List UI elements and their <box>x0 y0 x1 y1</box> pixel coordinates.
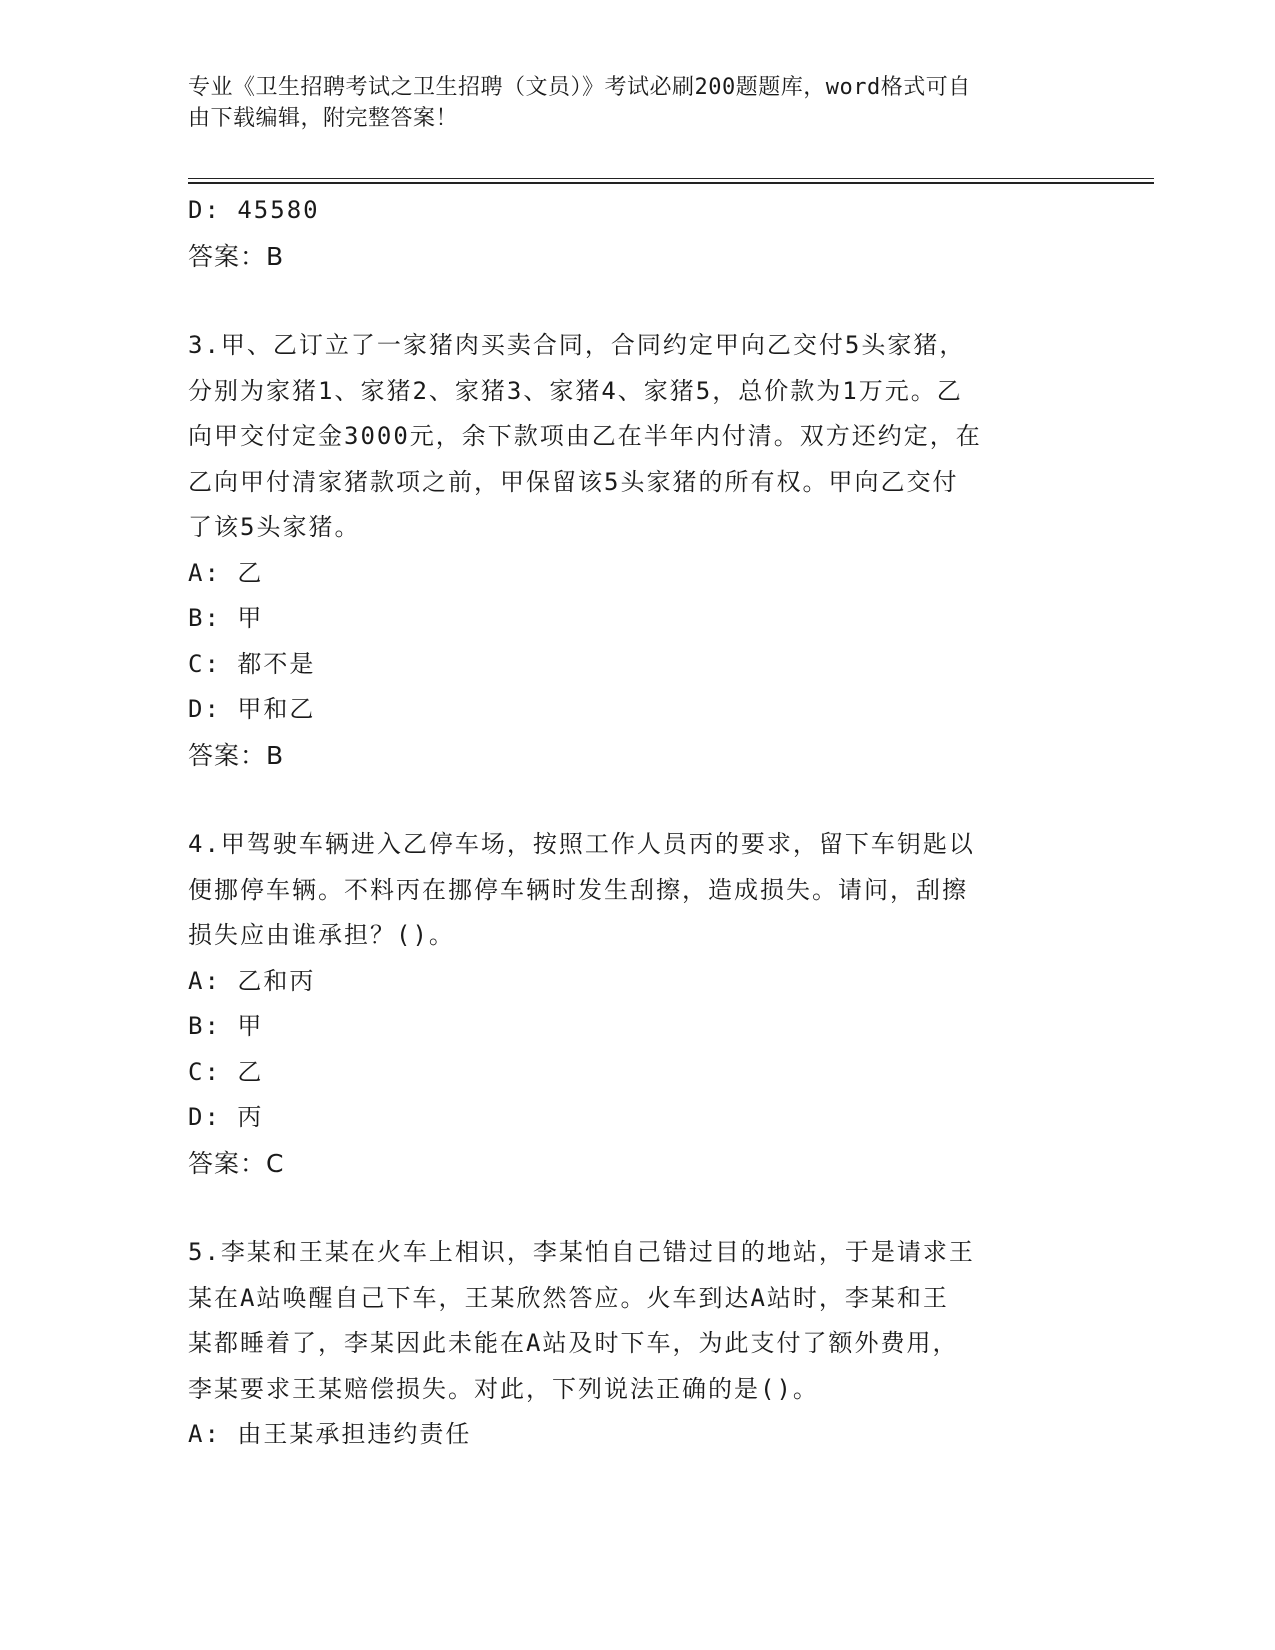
question-text-line: 分别为家猪1、家猪2、家猪3、家猪4、家猪5，总价款为1万元。乙 <box>188 376 963 405</box>
question-4 <box>188 822 1088 1186</box>
question-text-line: 4.甲驾驶车辆进入乙停车场，按照工作人员丙的要求，留下车钥匙以 <box>188 830 975 858</box>
answer: 答案：B <box>188 241 285 271</box>
header-line-2: 由下载编辑，附完整答案！ <box>188 106 459 131</box>
question-text-line: 5.李某和王某在火车上相识，李某怕自己错过目的地站，于是请求王 <box>188 1238 975 1266</box>
question-text-line: 损失应由谁承担？()。 <box>188 921 455 949</box>
question-2-tail <box>188 188 1088 279</box>
option-b: B: 甲 <box>188 1012 264 1040</box>
question-text-line: 某都睡着了，李某因此未能在A站及时下车，为此支付了额外费用， <box>188 1329 959 1357</box>
option-d: D: 45580 <box>188 196 320 224</box>
option-a: A: 乙和丙 <box>188 966 316 995</box>
question-text-line: 李某要求王某赔偿损失。对此，下列说法正确的是()。 <box>188 1374 819 1403</box>
option-b: B: 甲 <box>188 604 264 632</box>
page-header <box>188 72 1068 134</box>
question-text-line: 3.甲、乙订立了一家猪肉买卖合同，合同约定甲向乙交付5头家猪， <box>188 331 966 359</box>
option-d: D: 甲和乙 <box>188 695 316 723</box>
header-line-1: 专业《卫生招聘考试之卫生招聘（文员）》考试必刷200题题库，word格式可自 <box>188 75 971 100</box>
question-text-line: 了该5头家猪。 <box>188 513 361 541</box>
answer: 答案：C <box>188 1148 285 1178</box>
question-text-line: 某在A站唤醒自己下车，王某欣然答应。火车到达A站时，李某和王 <box>188 1283 949 1312</box>
option-c: C: 都不是 <box>188 649 316 678</box>
option-d: D: 丙 <box>188 1103 264 1131</box>
answer: 答案：B <box>188 740 285 770</box>
question-3 <box>188 323 1088 778</box>
option-a: A: 由王某承担违约责任 <box>188 1420 472 1448</box>
question-5 <box>188 1230 1088 1458</box>
question-text-line: 乙向甲付清家猪款项之前，甲保留该5头家猪的所有权。甲向乙交付 <box>188 467 959 496</box>
question-text-line: 向甲交付定金3000元，余下款项由乙在半年内付清。双方还约定，在 <box>188 422 982 450</box>
document-body <box>188 188 1088 1458</box>
question-text-line: 便挪停车辆。不料丙在挪停车辆时发生刮擦，造成损失。请问，刮擦 <box>188 875 968 904</box>
header-divider <box>188 178 1154 184</box>
option-a: A: 乙 <box>188 558 264 587</box>
option-c: C: 乙 <box>188 1057 264 1086</box>
